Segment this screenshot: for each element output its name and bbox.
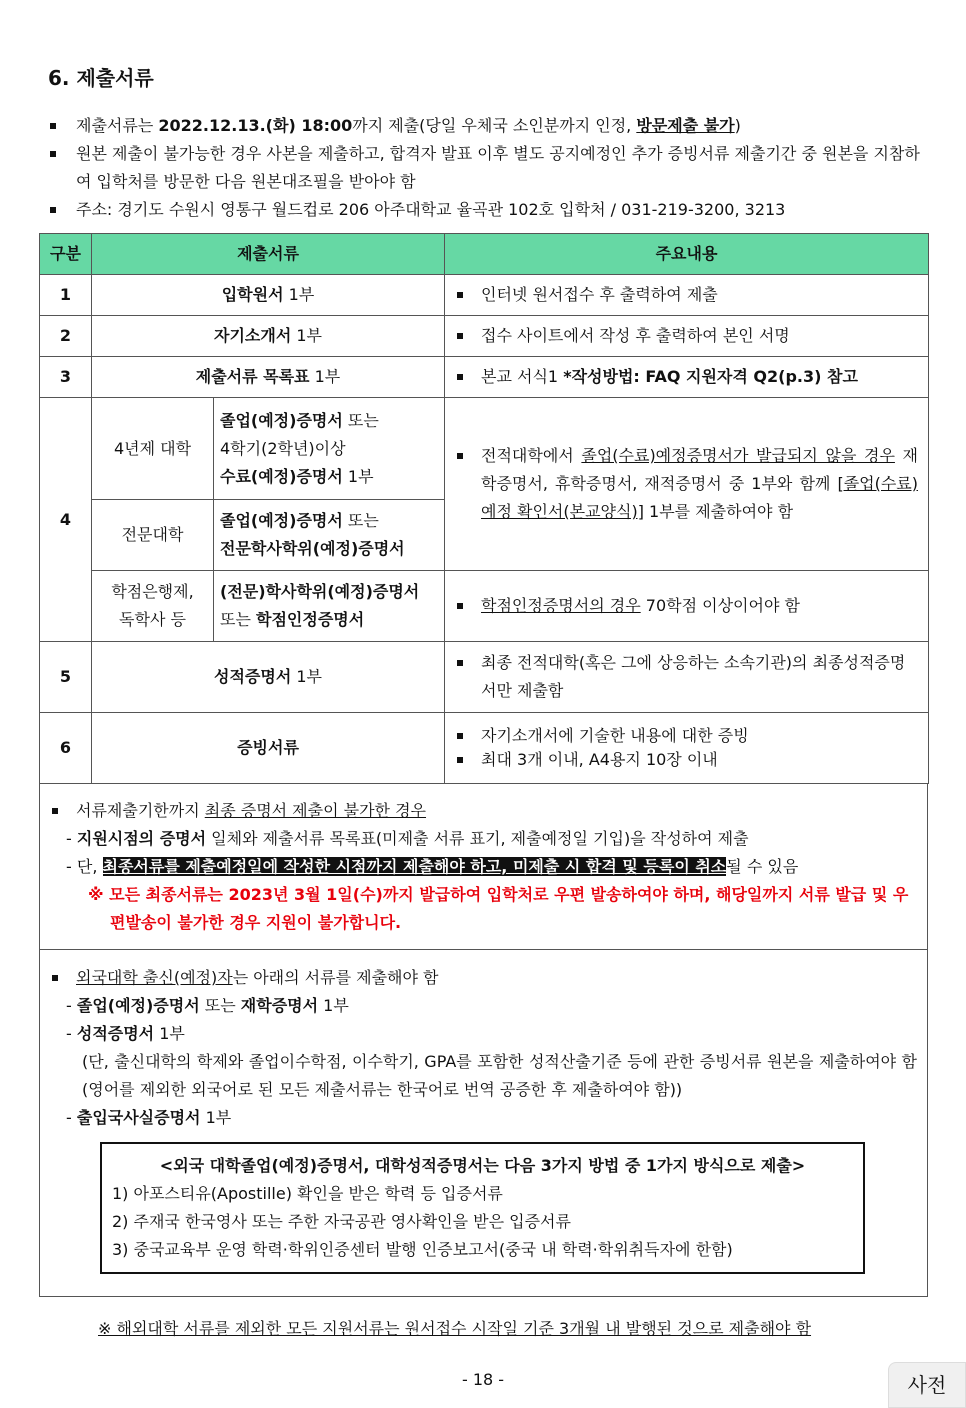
text: 1부 xyxy=(200,1108,232,1127)
side-tab[interactable]: 사전 xyxy=(888,1362,966,1408)
bullet-icon xyxy=(50,123,56,129)
text: 1부를 제출하여야 함 xyxy=(643,502,794,521)
doc-name: 수료(예정)증명서 xyxy=(220,466,343,486)
doc-qty: 1부 xyxy=(291,667,323,686)
table-header-row xyxy=(40,234,929,275)
header-details: 주요내용 xyxy=(445,234,929,275)
school-type: 전문대학 xyxy=(92,500,214,571)
text: 단, xyxy=(76,857,103,876)
footnote: ※ 해외대학 서류를 제외한 모든 지원서류는 원서접수 시작일 기준 3개월 내 발행된 것으로 제출해야 함 xyxy=(98,1319,812,1338)
text: 또는 xyxy=(342,511,379,530)
list-item: 3) 중국교육부 운영 학력·학위인증센터 발행 인증보고서(중국 내 학력·학위취득자에 한함) xyxy=(112,1240,733,1259)
note-cell xyxy=(445,357,929,398)
doc-cell xyxy=(214,571,445,642)
note-bold-text: *작성방법: FAQ 지원자격 Q2(p.3) 참고 xyxy=(563,367,858,386)
list-item: 1) 아포스티유(Apostille) 확인을 받은 학력 등 입증서류 xyxy=(112,1184,503,1203)
header-documents: 제출서류 xyxy=(92,234,445,275)
bullet-icon xyxy=(457,453,463,459)
table-row xyxy=(40,571,929,642)
text: 1부 xyxy=(342,466,374,486)
list-item: 2) 주재국 한국영사 또는 주한 자국공관 영사확인을 받은 입증서류 xyxy=(112,1212,571,1231)
doc-cell xyxy=(214,398,445,500)
text: 졸업(예정)증명서 xyxy=(76,996,200,1015)
highlighted-warning: 최종서류를 제출예정일에 작성한 시점까지 제출해야 하고, 미제출 시 합격 및 등록이 취소 xyxy=(102,857,727,876)
table-row xyxy=(40,275,929,316)
note-text: 최종 전적대학(혹은 그에 상응하는 소속기관)의 최종성적증명서만 제출함 xyxy=(481,653,906,700)
text: 또는 xyxy=(342,410,379,430)
bullet-icon xyxy=(50,151,56,157)
section-title: 6. 제출서류 xyxy=(48,66,154,90)
text: 까지 제출(당일 우체국 소인분까지 인정, xyxy=(352,116,637,135)
note-text: 접수 사이트에서 작성 후 출력하여 본인 서명 xyxy=(481,326,790,345)
no-visit-notice: 방문제출 불가 xyxy=(636,116,735,135)
bullet-icon xyxy=(52,808,58,814)
note-cell xyxy=(445,713,929,784)
doc-name: (전문)학사학위(예정)증명서 xyxy=(220,582,420,601)
row-number: 1 xyxy=(40,275,92,316)
list-item: - 단, 최종서류를 제출예정일에 작성한 시점까지 제출해야 하고, 미제출 시 합격 및 등록이 취소될 수 있음 xyxy=(66,857,799,876)
note-cell xyxy=(445,398,929,571)
warning-text: ※ 모든 최종서류는 2023년 3월 1일(수)까지 발급하여 입학처로 우편 발송하여야 하며, 해당일까지 서류 발급 및 우편발송이 불가한 경우 지원이 불가합니다. xyxy=(88,885,909,932)
submission-methods-box xyxy=(100,1142,865,1274)
note-text: 최대 3개 이내, A4용지 10장 이내 xyxy=(481,750,718,769)
list-item: - 졸업(예정)증명서 또는 재학증명서 1부 xyxy=(66,996,349,1015)
doc-cell xyxy=(92,713,445,784)
intro-bullets xyxy=(48,112,928,224)
notes-box xyxy=(39,783,928,1297)
doc-name: 증빙서류 xyxy=(237,738,299,757)
text: 졸업(수료)예정증명서가 발급되지 않을 경우 xyxy=(581,446,895,465)
text: 독학사 등 xyxy=(119,610,186,629)
bullet-icon xyxy=(52,975,58,981)
text: 서류제출기한까지 xyxy=(76,801,205,820)
page-number: - 18 - xyxy=(461,1370,505,1389)
text: 성적증명서 xyxy=(76,1024,155,1043)
text: 학점인정증명서의 경우 xyxy=(481,596,641,615)
deadline-date: 2022.12.13.(화) 18:00 xyxy=(158,116,353,135)
documents-table xyxy=(39,233,929,784)
text: 원본 제출이 불가능한 경우 사본을 제출하고, 합격자 발표 이후 별도 공지예정인 추가 증빙서류 제출기간 중 원본을 지참하여 입학처를 방문한 다음 원본대조필을 받아야 함 xyxy=(76,144,920,191)
text: 4학기(2학년)이상 xyxy=(220,438,346,458)
row-number: 4 xyxy=(40,398,92,642)
doc-name: 입학원서 xyxy=(221,285,284,304)
deadline-bullet xyxy=(48,112,928,140)
transcript-note: (단, 출신대학의 학제와 졸업이수학점, 이수학기, GPA를 포함한 성적산출기준 등에 관한 증빙서류 원본을 제출하여야 함(영어를 제외한 외국어로 된 모든 제출서류는 한국어로 번역 공증한 후 제출하여야 함)) xyxy=(82,1052,917,1099)
late-document-section xyxy=(40,783,927,949)
address-bullet xyxy=(48,196,928,224)
doc-qty: 1부 xyxy=(291,326,323,345)
text: 70학점 이상이어야 함 xyxy=(640,596,800,615)
bullet-icon xyxy=(457,333,463,339)
bullet-icon xyxy=(457,603,463,609)
note-text: 자기소개서에 기술한 내용에 대한 증빙 xyxy=(481,726,749,745)
table-row xyxy=(40,398,929,500)
doc-cell xyxy=(92,275,445,316)
text: 최종 증명서 제출이 불가한 경우 xyxy=(204,801,427,820)
text: 재학증명서, 휴학증명서, 재적증명서 중 1부와 함께 xyxy=(481,446,919,493)
foreign-university-section xyxy=(40,949,927,1296)
doc-cell xyxy=(214,500,445,571)
doc-name: 졸업(예정)증명서 xyxy=(220,410,343,430)
table-row xyxy=(40,316,929,357)
table-row xyxy=(40,357,929,398)
bullet-icon xyxy=(457,374,463,380)
table-row xyxy=(40,642,929,713)
bullet-icon xyxy=(457,660,463,666)
doc-cell xyxy=(92,357,445,398)
text: 1부 xyxy=(318,996,349,1015)
header-category: 구분 xyxy=(40,234,92,275)
note-cell xyxy=(445,642,929,713)
text: 전적대학에서 xyxy=(481,446,582,465)
note-text: 인터넷 원서접수 후 출력하여 제출 xyxy=(481,285,718,304)
address-text: 주소: 경기도 수원시 영통구 월드컵로 206 아주대학교 율곡관 102호 입학처 / 031-219-3200, 3213 xyxy=(76,200,786,219)
doc-qty: 1부 xyxy=(283,285,315,304)
doc-name: 학점인정증명서 xyxy=(256,610,365,629)
text: ) xyxy=(734,116,741,135)
bullet-icon xyxy=(457,757,463,763)
bullet-icon xyxy=(457,733,463,739)
text: 는 아래의 서류를 제출해야 함 xyxy=(232,968,439,987)
text: 또는 xyxy=(220,610,256,629)
note-cell xyxy=(445,316,929,357)
doc-cell xyxy=(92,316,445,357)
doc-name: 성적증명서 xyxy=(214,667,292,686)
doc-qty: 1부 xyxy=(309,367,341,386)
note-cell xyxy=(445,571,929,642)
list-item: - 출입국사실증명서 1부 xyxy=(66,1108,232,1127)
doc-name: 졸업(예정)증명서 xyxy=(220,511,343,530)
note-cell xyxy=(445,275,929,316)
row-number: 5 xyxy=(40,642,92,713)
text: 될 수 있음 xyxy=(726,857,799,876)
text: 제출서류는 xyxy=(76,116,159,135)
bullet-icon xyxy=(50,207,56,213)
doc-name: 자기소개서 xyxy=(214,326,292,345)
text: 또는 xyxy=(199,996,241,1015)
list-item: - 성적증명서 1부 xyxy=(66,1024,185,1043)
school-type xyxy=(92,571,214,642)
text: 1부 xyxy=(154,1024,185,1043)
text: 외국대학 출신(예정)자 xyxy=(76,968,233,987)
text: 지원시점의 증명서 xyxy=(76,829,207,848)
row-number: 3 xyxy=(40,357,92,398)
table-row xyxy=(40,713,929,784)
text: 출입국사실증명서 xyxy=(76,1108,201,1127)
school-type: 4년제 대학 xyxy=(92,398,214,500)
text: 학점은행제, xyxy=(111,582,194,601)
copy-submission-bullet xyxy=(48,140,928,196)
doc-cell xyxy=(92,642,445,713)
doc-name: 제출서류 목록표 xyxy=(195,367,310,386)
text: 일체와 제출서류 목록표(미제출 서류 표기, 제출예정일 기입)을 작성하여 제출 xyxy=(206,829,749,848)
methods-title: <외국 대학졸업(예정)증명서, 대학성적증명서는 다음 3가지 방법 중 1가지 방식으로 제출> xyxy=(159,1156,806,1175)
row-number: 6 xyxy=(40,713,92,784)
note-text: 본교 서식1 xyxy=(481,367,564,386)
list-item: - 지원시점의 증명서 일체와 제출서류 목록표(미제출 서류 표기, 제출예정일 기입)을 작성하여 제출 xyxy=(66,829,749,848)
bullet-icon xyxy=(457,292,463,298)
row-number: 2 xyxy=(40,316,92,357)
text: 재학증명서 xyxy=(240,996,319,1015)
text: [졸업(수료)예정 확인서(본교양식)] xyxy=(481,474,919,521)
doc-name: 전문학사학위(예정)증명서 xyxy=(220,539,405,558)
